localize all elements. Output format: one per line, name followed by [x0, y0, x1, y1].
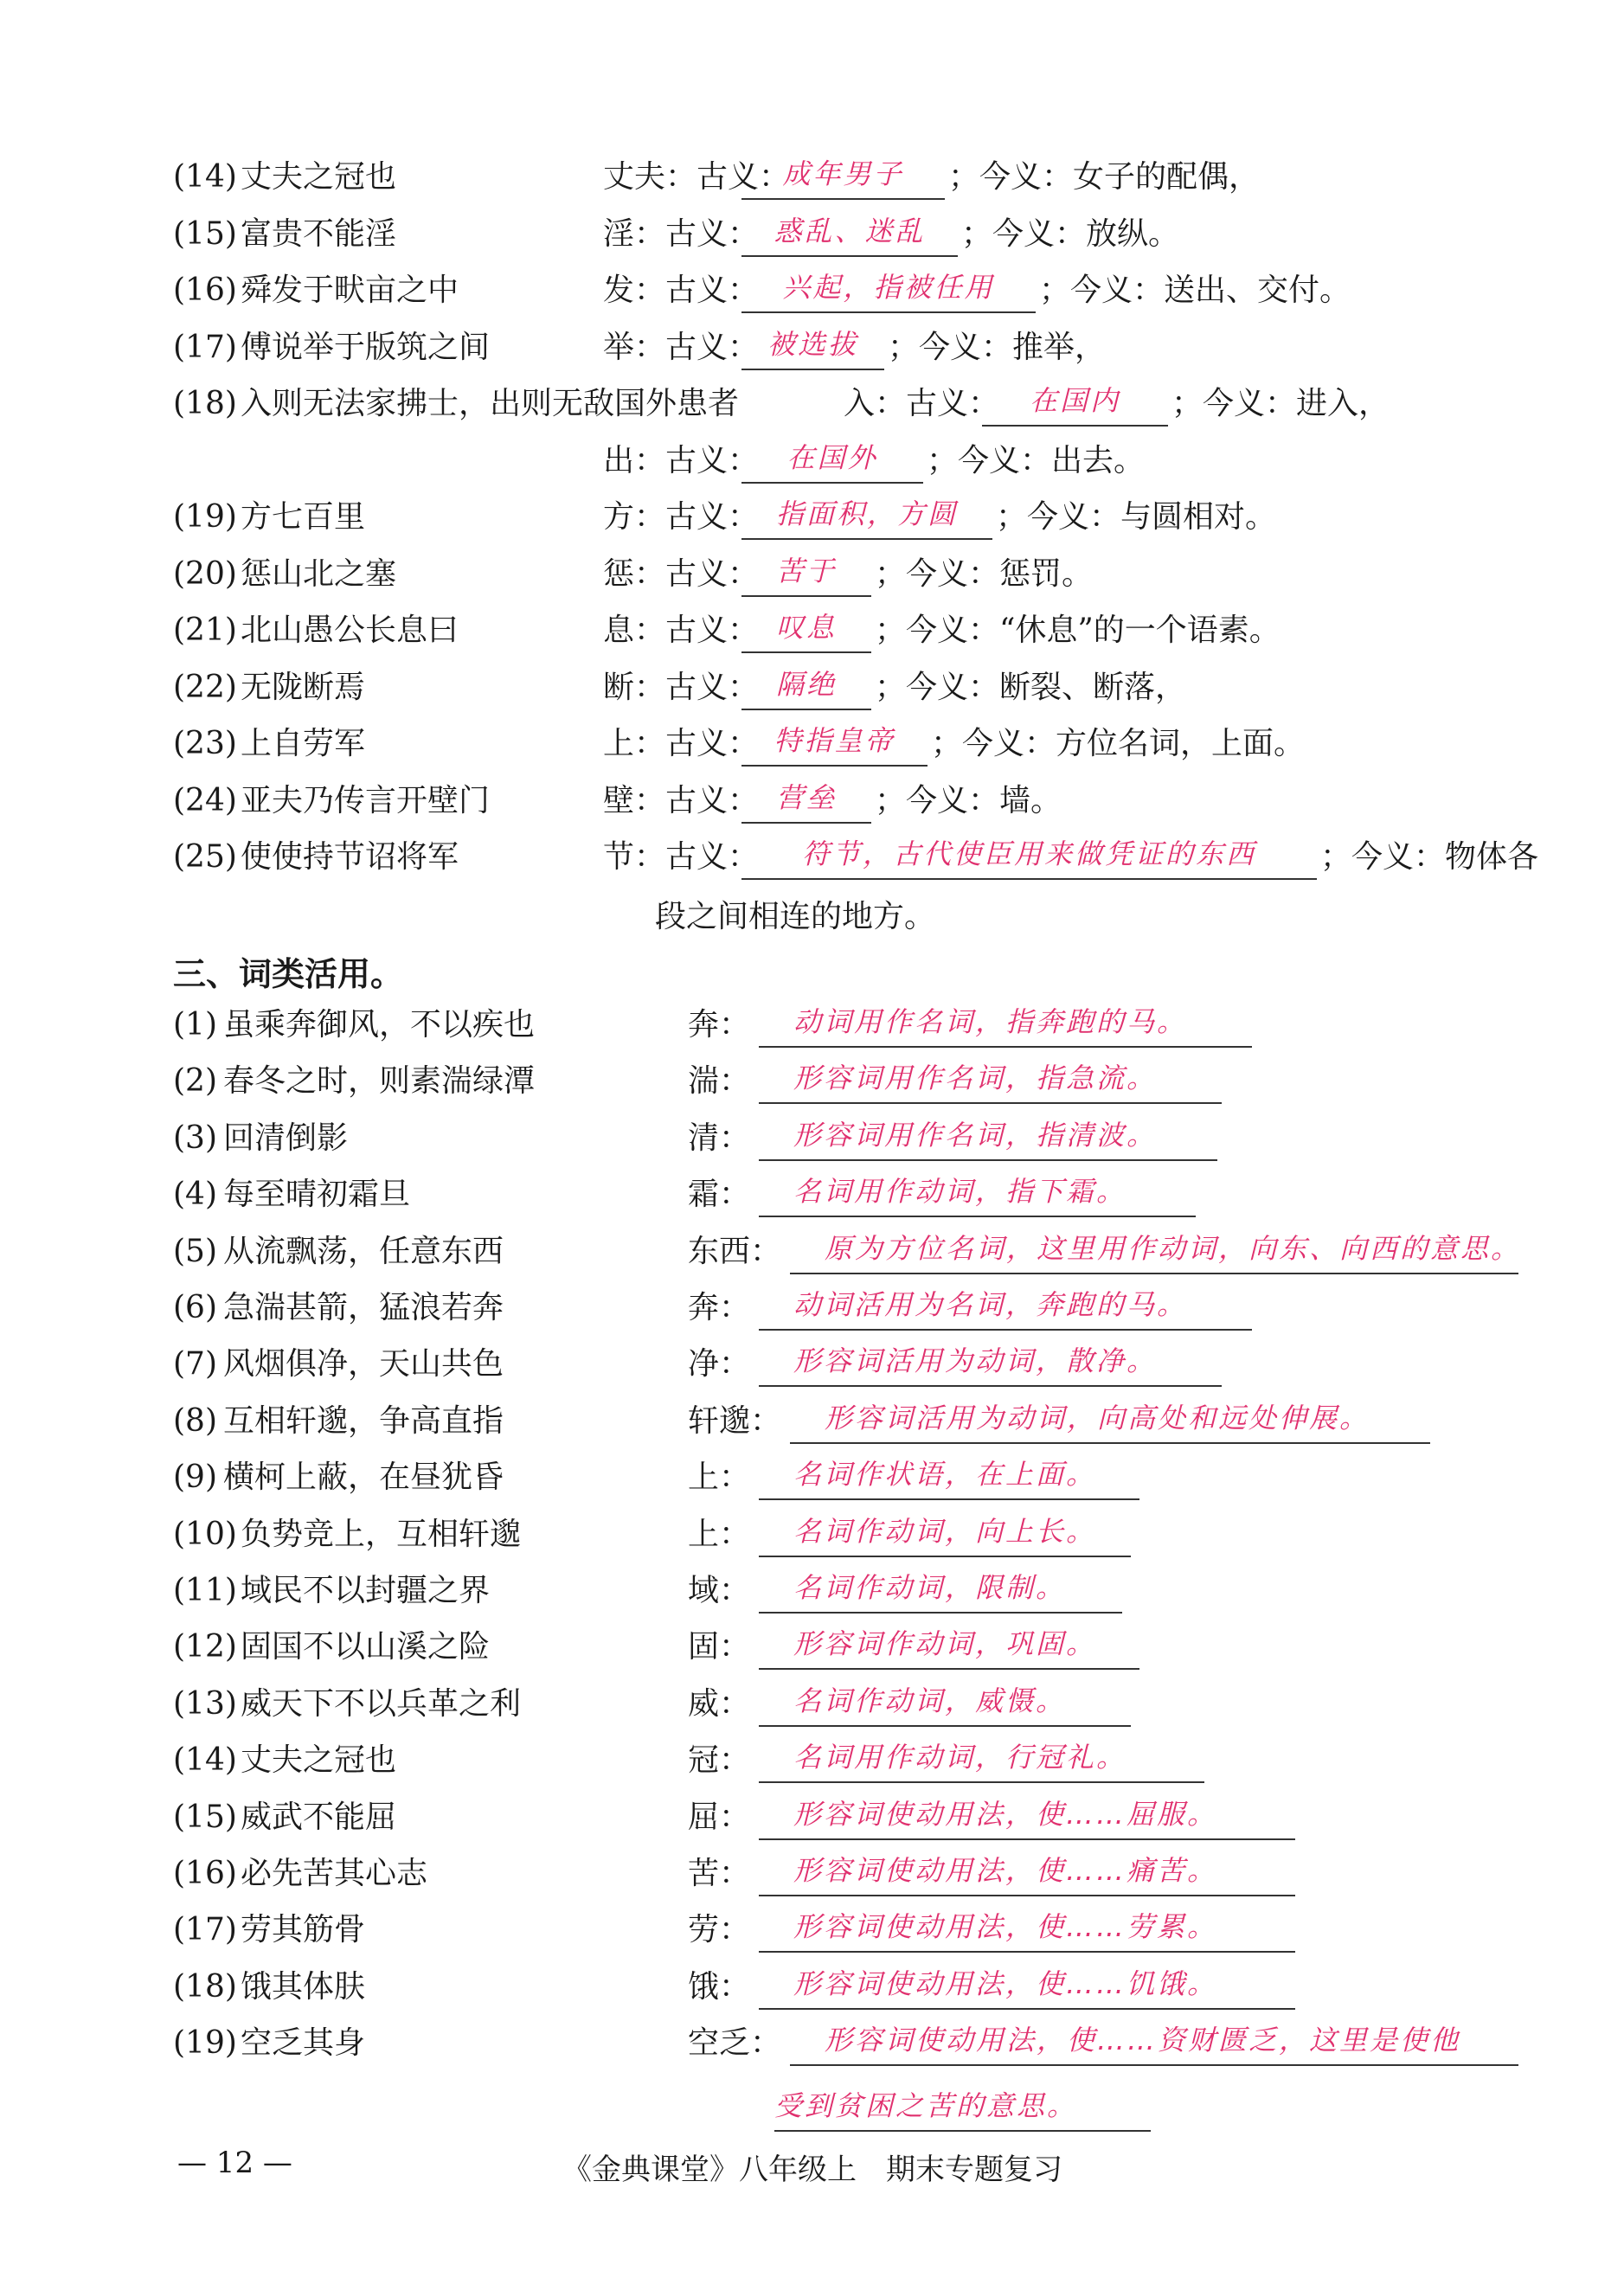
item-number: (24) — [173, 782, 237, 818]
modern-meaning: ；今义：与圆相对。 — [996, 499, 1277, 535]
vocab-row — [0, 151, 1624, 203]
word-label: 上：古义： — [603, 726, 760, 761]
answer-blank[interactable] — [759, 1171, 1196, 1217]
answer-text: 名词用作动词，指下霜。 — [793, 1175, 1127, 1209]
answer-text: 兴起，指被任用 — [782, 271, 995, 304]
answer-blank[interactable] — [759, 1511, 1131, 1557]
answer-text: 特指皇帝 — [773, 724, 895, 757]
answer-blank[interactable] — [741, 720, 928, 767]
item-number: (14) — [173, 1742, 237, 1779]
item-number: (3) — [173, 1120, 217, 1156]
vocab-row — [0, 662, 1624, 714]
item-number: (16) — [173, 1856, 237, 1891]
item-number: (16) — [173, 273, 237, 308]
answer-text: 形容词活用为动词，向高处和远处伸展。 — [825, 1401, 1370, 1434]
part-of-speech-row — [0, 1792, 1624, 1844]
answer-text: 形容词使动用法，使……饥饿。 — [793, 1966, 1218, 2000]
source-sentence: 必先苦其心志 — [241, 1856, 428, 1891]
word-label: 域： — [688, 1573, 751, 1608]
modern-meaning: ；今义：“休息”的一个语素。 — [875, 613, 1281, 648]
answer-blank[interactable] — [741, 833, 1317, 880]
vocab-row — [0, 322, 1624, 374]
source-sentence: 风烟俱净，天山共色 — [223, 1346, 504, 1383]
answer-blank[interactable] — [759, 1453, 1139, 1500]
word-label: 入：古义： — [844, 386, 1000, 421]
modern-meaning: ；今义：物体各 — [1320, 839, 1539, 875]
modern-meaning: ；今义：推举， — [888, 329, 1107, 365]
vocab-row — [0, 209, 1624, 260]
vocab-row — [0, 265, 1624, 317]
answer-blank-continuation — [774, 2085, 1151, 2132]
word-label: 发：古义： — [603, 273, 760, 308]
answer-blank[interactable] — [759, 1284, 1252, 1331]
answer-text: 原为方位名词，这里用作动词，向东、向西的意思。 — [825, 1231, 1522, 1265]
item-number: (23) — [173, 726, 237, 761]
part-of-speech-row — [0, 1395, 1624, 1447]
section-heading: 三、词类活用。 — [173, 955, 404, 993]
item-number: (13) — [173, 1685, 237, 1722]
answer-blank[interactable] — [759, 1793, 1295, 1840]
answer-blank[interactable] — [759, 1114, 1217, 1161]
item-number: (7) — [173, 1346, 217, 1383]
source-sentence: 舜发于畎亩之中 — [241, 273, 459, 308]
item-number: (5) — [173, 1233, 217, 1269]
page-number: — 12 — — [177, 2146, 292, 2180]
source-sentence: 空乏其身 — [241, 2025, 366, 2062]
answer-text: 形容词使动用法，使……痛苦。 — [793, 1854, 1218, 1887]
part-of-speech-row — [0, 1169, 1624, 1221]
source-sentence: 横柯上蔽，在昼犹昏 — [223, 1460, 504, 1496]
source-sentence: 负势竞上，互相轩邈 — [241, 1516, 522, 1552]
source-sentence: 回清倒影 — [223, 1120, 349, 1156]
source-sentence: 饿其体肤 — [241, 1968, 366, 2005]
vocab-row — [0, 831, 1624, 883]
answer-blank[interactable] — [759, 1850, 1295, 1896]
part-of-speech-row — [0, 1848, 1624, 1900]
part-of-speech-row — [0, 1338, 1624, 1390]
source-sentence: 劳其筋骨 — [241, 1912, 366, 1948]
source-sentence: 虽乘奔御风，不以疾也 — [223, 1007, 536, 1043]
word-label: 清： — [688, 1120, 751, 1156]
modern-meaning: ；今义：出去。 — [927, 442, 1146, 478]
modern-meaning: ；今义：放纵。 — [961, 215, 1180, 252]
part-of-speech-row — [0, 1678, 1624, 1730]
answer-text: 符节，古代使臣用来做凭证的东西 — [801, 837, 1256, 870]
answer-text: 隔绝 — [775, 667, 837, 701]
answer-text: 形容词使动用法，使……劳累。 — [793, 1910, 1218, 1944]
answer-blank[interactable] — [759, 1057, 1222, 1104]
answer-blank[interactable] — [790, 2019, 1518, 2066]
answer-text: 形容词活用为动词，散净。 — [793, 1344, 1158, 1378]
answer-blank[interactable] — [759, 1340, 1222, 1387]
item-number: (20) — [173, 555, 237, 592]
source-sentence: 傅说举于版筑之间 — [241, 329, 491, 365]
answer-text: 在国外 — [786, 440, 878, 474]
word-label: 冠： — [688, 1742, 751, 1779]
word-label: 劳： — [688, 1912, 751, 1948]
word-label: 淫：古义： — [603, 215, 760, 252]
item-number: (15) — [173, 215, 237, 252]
book-title: 《金典课堂》八年级上 期末专题复习 — [562, 2152, 1062, 2187]
source-sentence: 威天下不以兵革之利 — [241, 1685, 522, 1722]
vocab-row — [0, 605, 1624, 657]
item-number: (10) — [173, 1516, 237, 1552]
part-of-speech-row — [0, 1113, 1624, 1164]
item-number: (25) — [173, 839, 237, 875]
part-of-speech-row — [0, 1904, 1624, 1956]
answer-text: 在国内 — [1029, 384, 1120, 417]
item-number: (17) — [173, 329, 237, 365]
answer-blank[interactable] — [741, 210, 958, 257]
word-label: 屈： — [688, 1799, 751, 1835]
part-of-speech-row — [0, 1452, 1624, 1504]
source-sentence: 从流飘荡，任意东西 — [223, 1233, 504, 1269]
word-label: 东西： — [688, 1233, 782, 1269]
source-sentence: 上自劳军 — [241, 726, 366, 761]
source-sentence: 富贵不能淫 — [241, 215, 397, 252]
word-label: 饿： — [688, 1968, 751, 2005]
word-label: 空乏： — [688, 2025, 782, 2062]
source-sentence: 春冬之时，则素湍绿潭 — [223, 1063, 536, 1100]
word-label: 上： — [688, 1460, 751, 1496]
item-number: (19) — [173, 499, 237, 535]
answer-blank[interactable] — [741, 664, 871, 710]
item-number: (22) — [173, 669, 237, 705]
word-label: 举：古义： — [603, 329, 760, 365]
source-sentence: 丈夫之冠也 — [241, 1742, 397, 1779]
part-of-speech-row — [0, 1621, 1624, 1673]
answer-blank[interactable] — [982, 380, 1168, 427]
answer-text: 形容词使动用法，使……资财匮乏，这里是使他 — [825, 2024, 1461, 2057]
source-sentence: 急湍甚箭，猛浪若奔 — [223, 1290, 504, 1325]
part-of-speech-row — [0, 1961, 1624, 2013]
answer-blank[interactable] — [741, 493, 992, 540]
word-label: 息：古义： — [603, 613, 760, 648]
answer-text: 惑乱、迷乱 — [773, 214, 926, 247]
answer-text: 形容词使动用法，使……屈服。 — [793, 1797, 1218, 1831]
item-number: (6) — [173, 1290, 217, 1325]
answer-text: 动词用作名词，指奔跑的马。 — [793, 1005, 1188, 1038]
part-of-speech-row — [0, 1735, 1624, 1787]
answer-text: 苦于 — [775, 554, 837, 587]
answer-text: 名词作动词，向上长。 — [793, 1514, 1097, 1548]
answer-text: 形容词用作名词，指急流。 — [793, 1062, 1158, 1095]
source-sentence: 北山愚公长息曰 — [241, 613, 459, 648]
word-label: 奔： — [688, 1007, 751, 1043]
item-number: (21) — [173, 613, 237, 648]
word-label: 丈夫：古义： — [603, 159, 791, 195]
source-sentence: 固国不以山溪之险 — [241, 1629, 491, 1665]
vocab-row — [0, 491, 1624, 543]
word-label: 净： — [688, 1346, 751, 1383]
answer-blank[interactable] — [759, 1001, 1252, 1048]
answer-text: 成年男子 — [782, 157, 904, 190]
answer-text: 指面积，方圆 — [775, 497, 958, 530]
vocab-row — [0, 549, 1624, 600]
part-of-speech-row — [0, 1226, 1624, 1278]
part-of-speech-row — [0, 2018, 1624, 2069]
answer-text: 形容词用作名词，指清波。 — [793, 1118, 1158, 1152]
answer-blank[interactable] — [759, 1680, 1131, 1727]
item-number: (4) — [173, 1177, 217, 1213]
item-number: (8) — [173, 1402, 217, 1439]
item-number: (14) — [173, 159, 237, 195]
answer-blank[interactable] — [741, 777, 871, 824]
answer-text: 营垒 — [775, 780, 837, 814]
vocab-row — [0, 378, 1624, 430]
item-number: (17) — [173, 1912, 237, 1948]
word-label: 断：古义： — [603, 669, 760, 705]
answer-blank[interactable] — [759, 1906, 1295, 1953]
source-sentence: 使使持节诏将军 — [241, 839, 459, 875]
vocab-row — [0, 775, 1624, 827]
item-number: (18) — [173, 386, 237, 421]
word-label: 上： — [688, 1516, 751, 1552]
word-label: 节：古义： — [603, 839, 760, 875]
answer-blank[interactable] — [759, 1567, 1122, 1614]
answer-blank[interactable] — [741, 153, 945, 200]
continuation-text: 段之间相连的地方。 — [655, 899, 936, 934]
modern-meaning: ；今义：进入， — [1171, 386, 1390, 421]
modern-meaning: ；今义：女子的配偶， — [948, 159, 1261, 195]
answer-text: 受到贫困之苦的意思。 — [774, 2089, 1078, 2122]
source-sentence: 无陇断焉 — [241, 669, 366, 705]
answer-text: 名词用作动词，行冠礼。 — [793, 1741, 1127, 1774]
source-sentence: 亚夫乃传言开壁门 — [241, 782, 491, 818]
item-number: (19) — [173, 2025, 237, 2062]
answer-text: 名词作动词，威慑。 — [793, 1684, 1067, 1717]
item-number: (2) — [173, 1063, 217, 1100]
source-sentence: 丈夫之冠也 — [241, 159, 397, 195]
item-number: (18) — [173, 1968, 237, 2005]
answer-blank[interactable] — [790, 1397, 1430, 1444]
source-sentence: 域民不以封疆之界 — [241, 1573, 491, 1608]
word-label: 方：古义： — [603, 499, 760, 535]
source-sentence: 威武不能屈 — [241, 1799, 397, 1835]
vocab-row — [0, 435, 1624, 487]
word-label: 威： — [688, 1685, 751, 1722]
word-label: 湍： — [688, 1063, 751, 1100]
word-label: 出：古义： — [603, 442, 760, 478]
source-sentence: 入则无法家拂士，出则无敌国外患者 — [241, 386, 740, 421]
modern-meaning: ；今义：惩罚。 — [875, 555, 1094, 592]
part-of-speech-row — [0, 1055, 1624, 1107]
answer-blank[interactable] — [759, 1623, 1139, 1670]
part-of-speech-row — [0, 1282, 1624, 1334]
word-label: 壁：古义： — [603, 782, 760, 818]
answer-blank[interactable] — [741, 266, 1036, 313]
item-number: (11) — [173, 1573, 237, 1608]
answer-text: 被选拔 — [767, 327, 858, 361]
modern-meaning: ；今义：断裂、断落， — [875, 669, 1187, 705]
answer-blank[interactable] — [759, 1736, 1204, 1783]
word-label: 苦： — [688, 1856, 751, 1891]
item-number: (9) — [173, 1460, 217, 1496]
source-sentence: 每至晴初霜旦 — [223, 1177, 411, 1213]
word-label: 奔： — [688, 1290, 751, 1325]
answer-text: 名词作动词，限制。 — [793, 1571, 1067, 1604]
answer-blank[interactable] — [741, 550, 871, 597]
part-of-speech-row — [0, 999, 1624, 1051]
vocab-row — [0, 718, 1624, 770]
item-number: (12) — [173, 1629, 237, 1665]
answer-blank[interactable] — [741, 437, 923, 484]
part-of-speech-row — [0, 1565, 1624, 1617]
item-number: (1) — [173, 1007, 217, 1043]
answer-text: 叹息 — [775, 611, 837, 644]
word-label: 固： — [688, 1629, 751, 1665]
answer-blank[interactable] — [741, 324, 884, 370]
answer-text: 名词作状语，在上面。 — [793, 1458, 1097, 1492]
answer-blank[interactable] — [759, 1963, 1295, 2010]
modern-meaning: ；今义：方位名词，上面。 — [931, 726, 1306, 761]
answer-blank[interactable] — [741, 606, 871, 653]
source-sentence: 方七百里 — [241, 499, 366, 535]
source-sentence: 惩山北之塞 — [241, 555, 397, 592]
answer-text: 动词活用为名词，奔跑的马。 — [793, 1288, 1188, 1321]
modern-meaning: ；今义：墙。 — [875, 782, 1062, 818]
answer-text: 形容词作动词，巩固。 — [793, 1627, 1097, 1661]
part-of-speech-row — [0, 1509, 1624, 1561]
word-label: 惩：古义： — [603, 555, 760, 592]
word-label: 轩邈： — [688, 1402, 782, 1439]
answer-blank[interactable] — [790, 1228, 1522, 1274]
modern-meaning: ；今义：送出、交付。 — [1039, 273, 1351, 308]
source-sentence: 互相轩邈，争高直指 — [223, 1402, 504, 1439]
item-number: (15) — [173, 1799, 237, 1835]
word-label: 霜： — [688, 1177, 751, 1213]
